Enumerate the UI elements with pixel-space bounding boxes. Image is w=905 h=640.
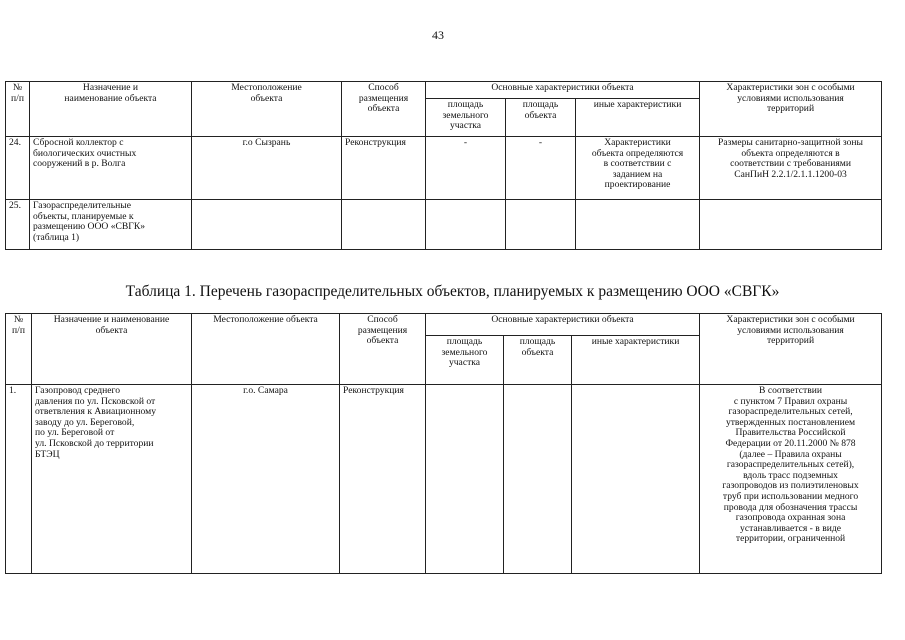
- objects-table-continued: [5, 81, 882, 250]
- row-other: Характеристики объекта определяются в соответствии с заданием на проектирование: [576, 137, 700, 200]
- row-location: г.о. Самара: [192, 385, 340, 574]
- header-other-characteristics: иные характеристики: [572, 336, 700, 385]
- header-name: Назначение и наименование объекта: [30, 82, 192, 137]
- header-location: Местоположение объекта: [192, 314, 340, 385]
- row-name: Газораспределительные объекты, планируемые к размещению ООО «СВГК» (таблица 1): [30, 200, 192, 250]
- page-number: 43: [432, 28, 444, 42]
- header-method: Способ размещения объекта: [342, 82, 426, 137]
- table-row: [6, 385, 882, 574]
- header-location: Местоположение объекта: [192, 82, 342, 137]
- row-location: г.о Сызрань: [192, 137, 342, 200]
- row-zones: В соответствии с пунктом 7 Правил охраны газораспределительных сетей, утвержденных постановлением Правительства Российской Федерации от 20.11.2000 № 878 (далее – Правила охраны газораспределительных сетей), вдоль трасс подземных газопроводов из полиэтиленовых труб при использовании медного провода для обозначения трассы газопровода охранная зона устанавливается - в виде территории, ограниченной: [700, 385, 882, 574]
- table-row: [6, 200, 882, 250]
- row-name: Сбросной коллектор с биологических очистных сооружений в р. Волга: [30, 137, 192, 200]
- header-num: № п/п: [6, 82, 30, 137]
- row-name: Газопровод среднего давления по ул. Псковской от ответвления к Авиационному заводу до ул. Береговой, по ул. Береговой от ул. Псковской до территории БТЭЦ: [32, 385, 192, 574]
- row-other: [572, 385, 700, 574]
- row-num: 24.: [6, 137, 30, 200]
- gas-objects-table: [5, 313, 882, 574]
- row-object-area: [504, 385, 572, 574]
- table-row: [6, 137, 882, 200]
- row-land-area: [426, 200, 506, 250]
- header-name: Назначение и наименование объекта: [32, 314, 192, 385]
- row-zones: [700, 200, 882, 250]
- row-num: 25.: [6, 200, 30, 250]
- header-land-area: площадь земельного участка: [426, 99, 506, 137]
- row-num: 1.: [6, 385, 32, 574]
- header-other-characteristics: иные характеристики: [576, 99, 700, 137]
- row-method: [342, 200, 426, 250]
- header-object-area: площадь объекта: [504, 336, 572, 385]
- header-zones: Характеристики зон с особыми условиями использования территорий: [700, 82, 882, 137]
- header-main-characteristics: Основные характеристики объекта: [426, 82, 700, 99]
- row-method: Реконструкция: [342, 137, 426, 200]
- row-other: [576, 200, 700, 250]
- row-land-area: -: [426, 137, 506, 200]
- table-caption: Таблица 1. Перечень газораспределительных объектов, планируемых к размещению ООО «СВГК»: [125, 283, 780, 300]
- header-method: Способ размещения объекта: [340, 314, 426, 385]
- row-location: [192, 200, 342, 250]
- row-method: Реконструкция: [340, 385, 426, 574]
- row-object-area: [506, 200, 576, 250]
- row-object-area: -: [506, 137, 576, 200]
- header-num: № п/п: [6, 314, 32, 385]
- header-object-area: площадь объекта: [506, 99, 576, 137]
- header-zones: Характеристики зон с особыми условиями использования территорий: [700, 314, 882, 385]
- header-land-area: площадь земельного участка: [426, 336, 504, 385]
- header-main-characteristics: Основные характеристики объекта: [426, 314, 700, 336]
- row-land-area: [426, 385, 504, 574]
- row-zones: Размеры санитарно-защитной зоны объекта определяются в соответствии с требованиями СанПиН 2.2.1/2.1.1.1200-03: [700, 137, 882, 200]
